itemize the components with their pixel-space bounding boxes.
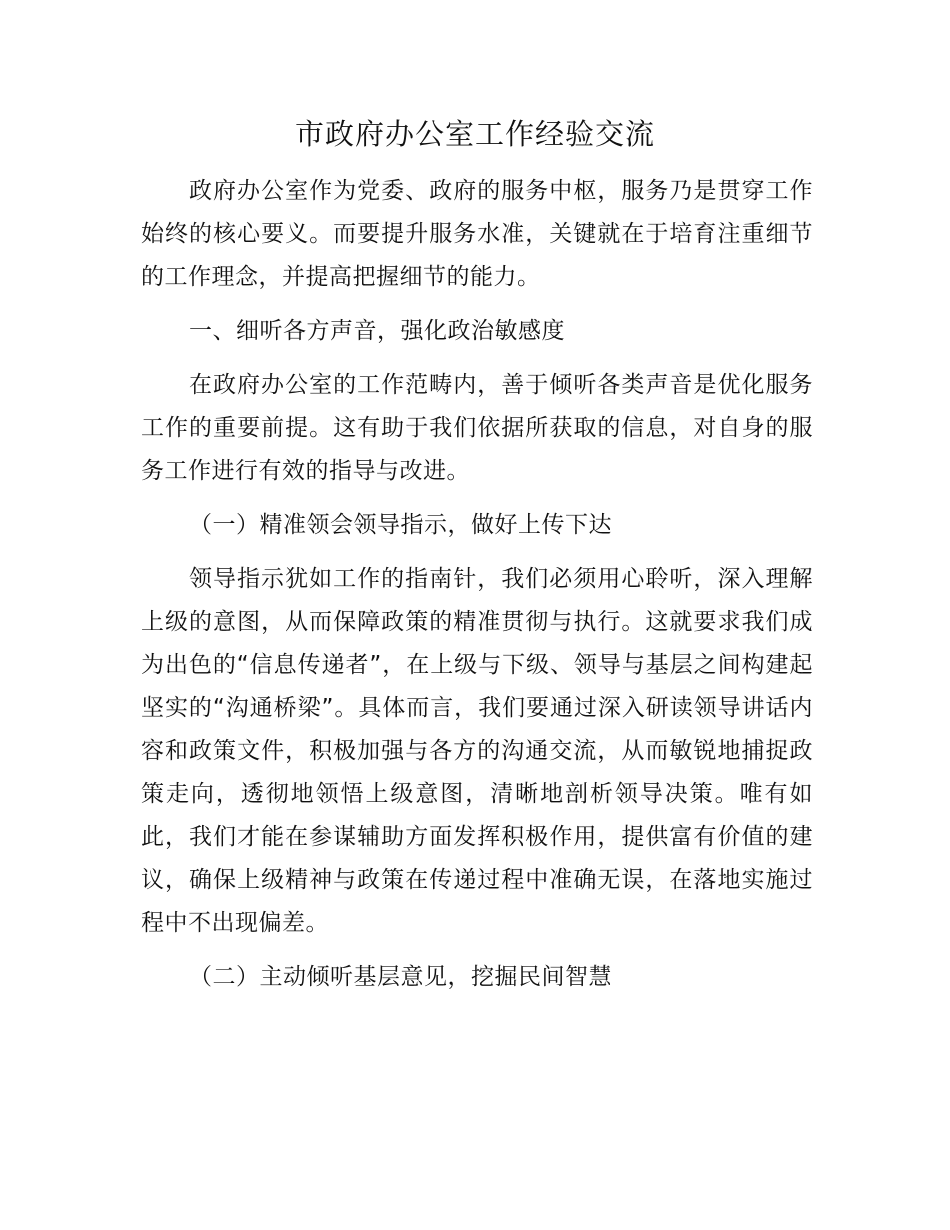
subsection-heading-2: （二）主动倾听基层意见，挖掘民间智慧: [189, 964, 612, 990]
document-body: [141, 170, 813, 999]
document-title: 市政府办公室工作经验交流: [294, 117, 655, 151]
subsection-1-paragraph: 领导指示犹如工作的指南针，我们必须用心聆听，深入理解上级的意图，从而保障政策的精准贯彻与执行。这就要求我们成为出色的“信息传递者”，在上级与下级、领导与基层之间构建起坚实的“沟通桥梁”。具体而言，我们要通过深入研读领导讲话内容和政策文件，积极加强与各方的沟通交流，从而敏锐地捕捉政策走向，透彻地领悟上级意图，清晰地剖析领导决策。唯有如此，我们才能在参谋辅助方面发挥积极作用，提供富有价值的建议，确保上级精神与政策在传递过程中准确无误，在落地实施过程中不出现偏差。: [141, 566, 813, 936]
intro-paragraph: 政府办公室作为党委、政府的服务中枢，服务乃是贯穿工作始终的核心要义。而要提升服务水准，关键就在于培育注重细节的工作理念，并提高把握细节的能力。: [141, 178, 813, 290]
section-1-paragraph: 在政府办公室的工作范畴内，善于倾听各类声音是优化服务工作的重要前提。这有助于我们依据所获取的信息，对自身的服务工作进行有效的指导与改进。: [141, 372, 813, 484]
section-heading-1: 一、细听各方声音，强化政治敏感度: [189, 318, 565, 344]
subsection-heading-1: （一）精准领会领导指示，做好上传下达: [189, 512, 612, 538]
